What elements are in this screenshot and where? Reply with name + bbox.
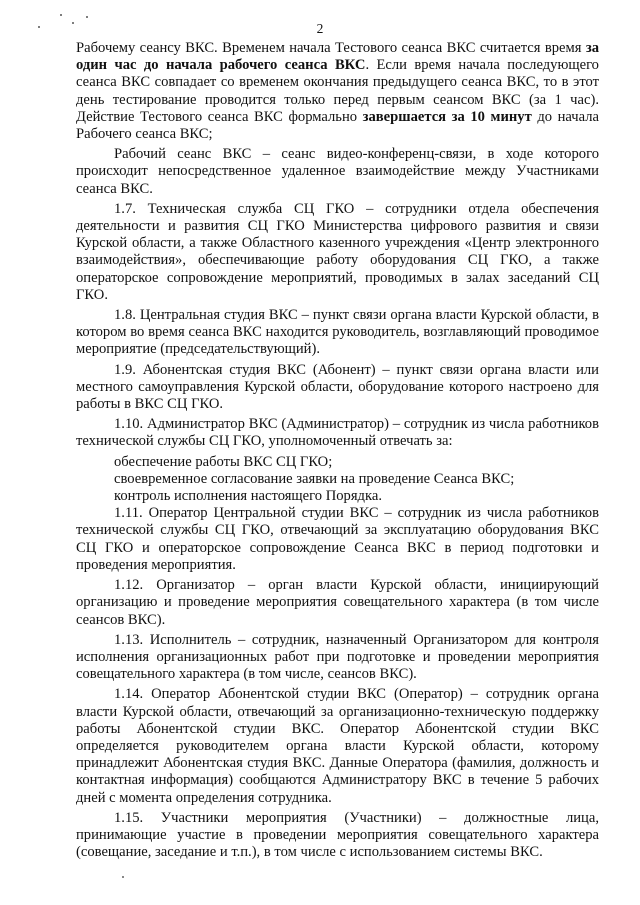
paragraph-text: 1.10. Администратор ВКС (Администратор) – сотрудник из числа работников технической службы СЦ ГКО, уполномоченный отвечать за:: [76, 416, 599, 450]
paragraph-p1-12: [76, 577, 599, 629]
paragraph-p1-7: [76, 201, 599, 304]
paragraph-text: Рабочему сеансу ВКС. Временем начала Тестового сеанса ВКС считается время: [76, 40, 586, 56]
paragraph-text: 1.9. Абонентская студия ВКС (Абонент) – пункт связи органа власти или местного самоуправления Курской области, оборудование которого настроено для работы в ВКС СЦ ГКО.: [76, 361, 599, 413]
bold-text: завершается за 10 минут: [362, 108, 532, 125]
paragraph-p1: [76, 146, 599, 198]
paragraph-p1-8: [76, 307, 599, 359]
paragraph-text: до начала Рабочего сеанса ВКС;: [76, 108, 600, 143]
paragraph-text: 1.11. Оператор Центральной студии ВКС – сотрудник из числа работников технической службы СЦ ГКО, отвечающий за эксплуатацию оборудования ВКС СЦ ГКО и операторское сопровождение Сеанса ВКС в период подготовки и проведения мероприятия.: [76, 505, 599, 573]
paragraph-p1-15: [76, 810, 599, 862]
paragraph-text: 1.15. Участники мероприятия (Участники) – должностные лица, принимающие участие в проведении мероприятия совещательного характера (совещание, заседание и т.п.), в том числе с использованием системы ВКС.: [76, 809, 599, 861]
list-item: своевременное согласование заявки на проведение Сеанса ВКС;: [114, 470, 515, 487]
paragraph-p1-9: [76, 362, 599, 414]
scan-speck: [122, 876, 124, 878]
paragraph-text: 1.7. Техническая служба СЦ ГКО – сотрудники отдела обеспечения деятельности и развития СЦ ГКО Министерства цифрового развития и связи Курской области, а также Областного казенного учреждения «Центр электронного взаимодействия», обеспечивающие работу оборудования СЦ ГКО, а также операторское сопровождение мероприятий, проводимых в залах заседаний СЦ ГКО.: [76, 200, 599, 303]
page-number: 2: [316, 21, 324, 36]
document-body: [76, 40, 599, 864]
paragraph-text: 1.14. Оператор Абонентской студии ВКС (Оператор) – сотрудник органа власти Курской области, отвечающий за организационно-техническую поддержку работы Абонентской студии ВКС. Оператор Абонентской студии ВКС определяется руководителем органа власти Курской области, которому принадлежит Абонентская студия ВКС. Данные Оператора (фамилия, должность и контактная информация) сообщаются Администратору ВКС в течение 5 рабочих дней с момента определения сотрудника.: [76, 686, 599, 806]
paragraph-text: 1.13. Исполнитель – сотрудник, назначенный Организатором для контроля исполнения организационных работ при подготовке и проведении мероприятия совещательного характера (в том числе, сеансов ВКС).: [76, 631, 599, 683]
paragraph-text: 1.8. Центральная студия ВКС – пункт связи органа власти Курской области, в котором во время сеанса ВКС находится руководитель, возглавляющий проводимое мероприятие (председательствующий).: [76, 307, 599, 358]
paragraph-text: 1.12. Организатор – орган власти Курской области, инициирующий организацию и проведение мероприятия совещательного характера (в том числе сеансов ВКС).: [76, 577, 599, 628]
list-item: обеспечение работы ВКС СЦ ГКО;: [114, 453, 333, 470]
paragraph-p0: [76, 40, 599, 143]
paragraph-p1-11: [76, 505, 599, 574]
paragraph-p1-13: [76, 632, 599, 684]
bold-text: за один час до начала рабочего сеанса ВКС: [76, 40, 599, 74]
paragraph-text: Рабочий сеанс ВКС – сеанс видео-конференц-связи, в ходе которого происходит непосредственное удаленное взаимодействие между Участниками сеанса ВКС.: [76, 146, 599, 197]
paragraph-p1-14: [76, 686, 599, 806]
list-item: контроль исполнения настоящего Порядка.: [114, 488, 382, 505]
paragraph-p1-10: [76, 416, 599, 450]
paragraph-text: . Если время начала последующего сеанса ВКС совпадает со временем окончания предыдущего сеанса ВКС, то в этот день тестирование проводится только перед первым сеансом ВКС (за 1 час). Действие Тестового сеанса ВКС формально: [76, 57, 599, 125]
